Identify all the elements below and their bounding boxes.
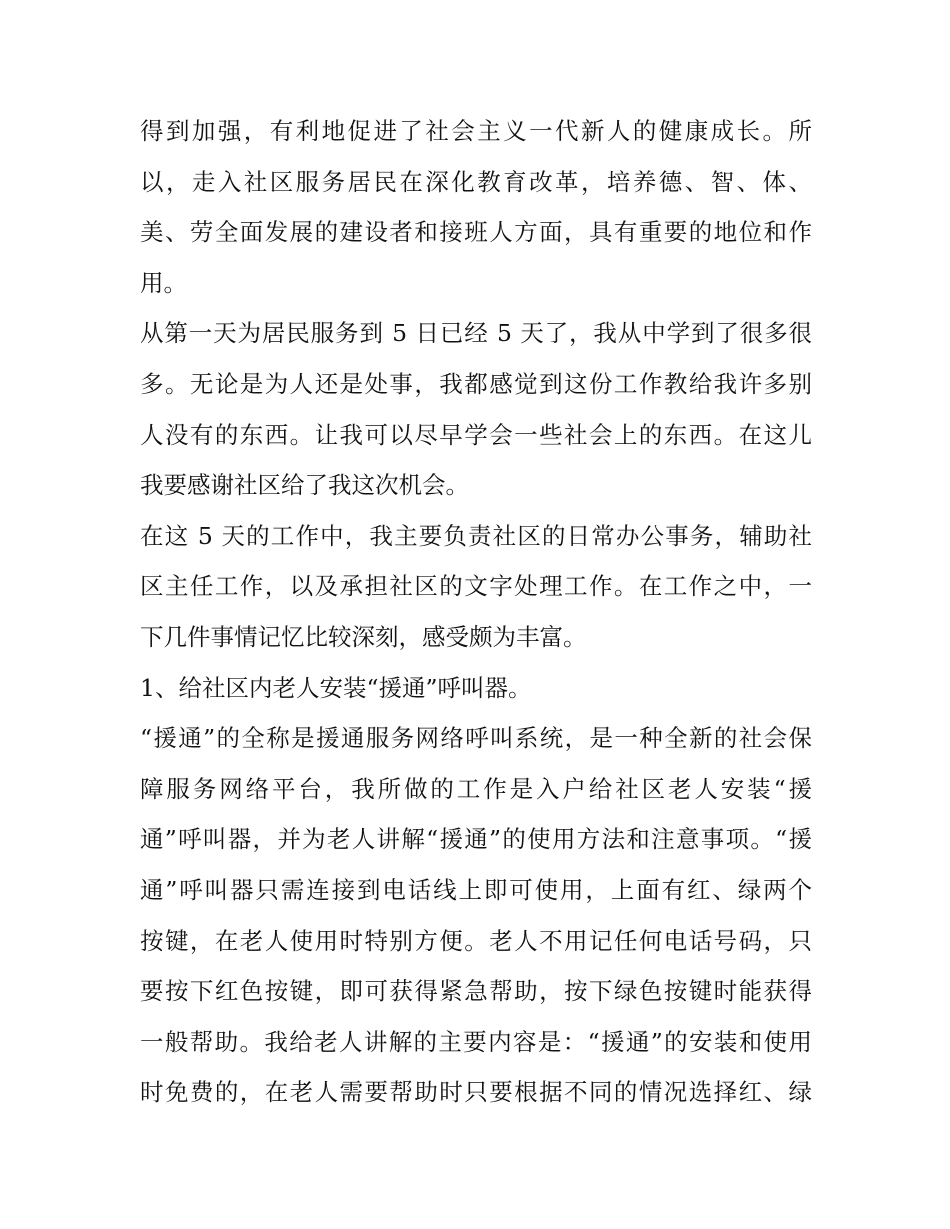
text-line: 时免费的，在老人需要帮助时只要根据不同的情况选择红、绿 xyxy=(140,1078,812,1107)
text-line: 美、劳全面发展的建设者和接班人方面，具有重要的地位和作 xyxy=(140,218,812,247)
text-line: 区主任工作，以及承担社区的文字处理工作。在工作之中，一 xyxy=(140,572,812,601)
text-line: 障服务网络平台，我所做的工作是入户给社区老人安装“援 xyxy=(140,774,812,803)
paragraph xyxy=(140,106,812,308)
text-line: 用。 xyxy=(140,268,187,297)
text-line: 一般帮助。我给老人讲解的主要内容是：“援通”的安装和使用 xyxy=(140,1027,812,1056)
paragraph xyxy=(140,308,812,510)
paragraph xyxy=(140,713,812,1118)
text-line: 下几件事情记忆比较深刻，感受颇为丰富。 xyxy=(140,622,587,651)
paragraph xyxy=(140,511,812,663)
text-line: 人没有的东西。让我可以尽早学会一些社会上的东西。在这儿 xyxy=(140,420,812,449)
text-line: 以，走入社区服务居民在深化教育改革，培养德、智、体、 xyxy=(140,167,812,196)
text-line: 多。无论是为人还是处事，我都感觉到这份工作教给我许多别 xyxy=(140,369,812,398)
text-line: 1、给社区内老人安装“援通”呼叫器。 xyxy=(140,673,532,702)
list-heading xyxy=(140,663,812,714)
text-line: 在这 5 天的工作中，我主要负责社区的日常办公事务，辅助社 xyxy=(140,521,812,550)
text-line: 通”呼叫器，并为老人讲解“援通”的使用方法和注意事项。“援 xyxy=(140,825,812,854)
text-line: 得到加强，有利地促进了社会主义一代新人的健康成长。所 xyxy=(140,117,812,145)
text-line: 通”呼叫器只需连接到电话线上即可使用，上面有红、绿两个 xyxy=(140,875,812,904)
text-line: 从第一天为居民服务到 5 日已经 5 天了，我从中学到了很多很 xyxy=(140,319,812,348)
text-line: “援通”的全称是援通服务网络呼叫系统，是一种全新的社会保 xyxy=(140,724,812,753)
text-line: 要按下红色按键，即可获得紧急帮助，按下绿色按键时能获得 xyxy=(140,977,812,1006)
text-line: 按键，在老人使用时特别方便。老人不用记任何电话号码，只 xyxy=(140,926,812,955)
document-body xyxy=(140,106,812,1118)
text-line: 我要感谢社区给了我这次机会。 xyxy=(140,471,469,500)
